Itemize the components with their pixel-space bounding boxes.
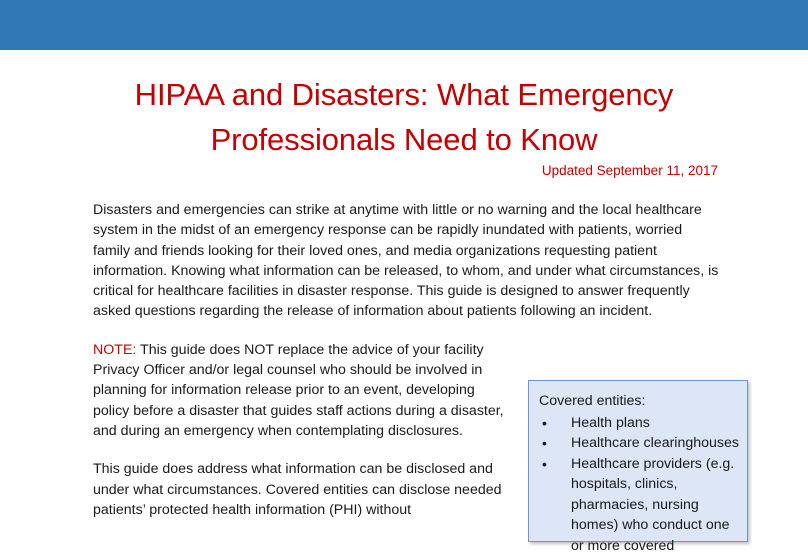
note-label: NOTE: (93, 342, 136, 358)
paragraph-note (93, 340, 505, 441)
list-item-label: Health plans (571, 415, 650, 431)
bullet-icon: • (542, 413, 547, 434)
title-block (0, 72, 808, 162)
header-banner (0, 0, 808, 50)
callout-inner (529, 381, 747, 556)
page-title-line-2: Professionals Need to Know (0, 117, 808, 162)
paragraph-intro: Disasters and emergencies can strike at anytime with little or no warning and the local healthcare system in the midst of an emergency response can be rapidly inundated with patients, worried family and friends looking for their loved ones, and media organizations requesting patient information. Knowing what information can be released, to whom, and under what circumstances, is critical for healthcare facilities in disaster response. This guide is designed to answer frequently asked questions regarding the release of information about patients following an incident. (93, 200, 723, 322)
bullet-icon: • (542, 454, 547, 475)
note-text: This guide does NOT replace the advice of your facility Privacy Officer and/or legal counsel who should be involved in planning for information release prior to an event, developing policy before a disaster that guides staff actions during a disaster, and during an emergency when contemplating disclosures. (93, 342, 504, 439)
page-title-line-1: HIPAA and Disasters: What Emergency (0, 72, 808, 117)
callout-list (539, 413, 739, 556)
page-title (0, 72, 808, 162)
paragraph-scope: This guide does address what information can be disclosed and under what circumstances. Covered entities can disclose needed patients’ protected health information (PHI) without (93, 459, 505, 520)
callout-heading: Covered entities: (539, 391, 739, 412)
list-item (539, 433, 739, 454)
updated-date: Updated September 11, 2017 (0, 163, 718, 178)
list-item (539, 454, 739, 556)
bullet-icon: • (542, 433, 547, 454)
list-item-label: Healthcare providers (e.g. hospitals, clinics, pharmacies, nursing homes) who conduct one or more covered (571, 456, 734, 554)
list-item-label: Healthcare clearinghouses (571, 435, 739, 451)
covered-entities-callout (528, 380, 748, 542)
list-item (539, 413, 739, 434)
